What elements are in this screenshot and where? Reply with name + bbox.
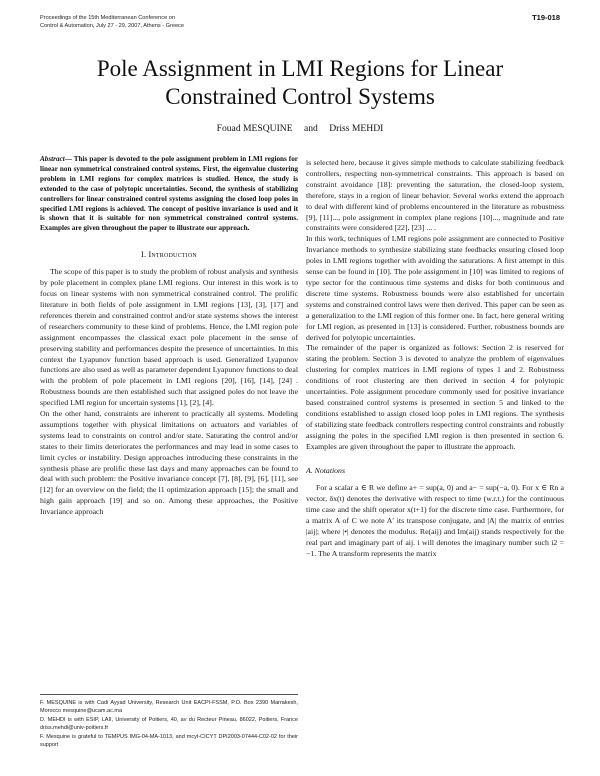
notations-paragraph-1: For a scalar a ∈ R we define a+ = sup(a, 0) and a− = sup(−a, 0). For x ∈ Rn a vector, δx(t) denotes the derivative with respect to time (w.r.t.) for the continuous time case and the shift operator x(t+1) for the discrete time case. Furthermore, for a matrix A of C we note A′ its transpose conjugate, and |A| the matrix of entries |aij|; where |•| denotes the modulus. Re(aij) and Im(aij) stands respectively for the real part and imaginary part of aij. i will denotes the imaginary number such i2 = −1. The A transform represents the matrix [306,483,564,558]
right-column [306,158,564,560]
intro-paragraph-3: is selected here, because it gives simple methods to calculate stabilizing feedback controllers, respecting non-symmetrical constraints. This approach is based on constraint avoidance [18]: preventing the saturation, the closed-loop system, therefore, stays in a region of linear behavior. Several works extend the approach to deal with different kind of problems encountered in the literature as robustness [9], [11]..., pole assignment in complex plane regions [10]..., magnitude and rate constraints were considered [22], [23] ... . [306,158,564,233]
proceedings-line-2: Control & Automation, July 27 - 29, 2007, Athens - Greece [40,23,184,30]
paper-title [40,55,560,111]
intro-paragraph-4: In this work, techniques of LMI regions pole assignment are connected to Positive Invariance methods to synthesize stabilizing state feedbacks ensuring closed loop poles in LMI regions together with avoiding the saturations. A first attempt in this sense can be found in [10]. The pole assignment in [10] was limited to regions of type sector for the continuous time systems and disks for both continuous and discrete time systems. Robustness bounds were also established for uncertain systems and constrained control laws were then derived. This paper can be seen as a generalization to the LMI region of this former one. In fact, here general writing for LMI region, as presented in [13] is considered. Further, robustness bounds are derived for polytopic uncertainties. [306,234,564,342]
left-column [40,155,298,518]
footnote-1: F. MESQUINE is with Cadi Ayyad University, Research Unit EACPI-FSSM, P.O. Box 2390 Marrakesh, Morocco mesquine@ucam.ac.ma [40,700,298,715]
paper-id: T19-018 [532,13,560,22]
title-line-1: Pole Assignment in LMI Regions for Linear [96,56,504,81]
abstract-label: Abstract [40,155,65,163]
footnotes [40,694,298,749]
proceedings-line-1: Proceedings of the 15th Mediterranean Conference on [40,15,175,21]
intro-paragraph-1: The scope of this paper is to study the problem of robust analysis and synthesis by pole placement in complex plane LMI regions. Our interest in this work is to focus on linear systems with non symmetrical constrained control. The prolific literature in both fields of pole assignment in LMI regions [13], [3], [17] and references therein and constrained control and/or state systems shows the interest of researchers community to these kind of problems. Hence, the LMI region pole assignment encompasses the classical exact pole placement in the sense of preserving stability and performances despite the presence of uncertainties. In this context the Lyapunov function based approach is used. Generalized Lyapunov functions are also used as well as parameter dependent Lyapunov functions to deal with the problem of pole placement in LMI regions [20], [16], [14], [24] . Robustness bounds are then established such that assigned poles do not leave the specified LMI region for uncertain systems [1], [2], [4]. [40,267,298,408]
footnote-3: F. Mesquine is grateful to TEMPUS IMG-04-MA-1013, and mcyt-CICYT DPI2003-07444-C02-02 for their support [40,733,298,749]
abstract [40,155,298,234]
author-separator: and [303,123,318,134]
author-2: Driss MEHDI [329,123,384,134]
intro-paragraph-2: On the other hand, constraints are inherent to practically all systems. Modeling assumptions together with physical limitations on actuators and variables of systems lead to constraints on control and/or state. Saturating the control and/or states to their limits deteriorates the performances and may lead in some cases to limit cycles or instability. Design approaches introducing these constraints in the synthesis phase are prolific these last days and many approaches can be found to deal with such problem: the Positive invariance concept [7], [8], [9], [6], [11], see [12] for an overview on the field; the l1 optimization approach [15]; the small and high gain approach [19] and so on. Among these approaches, the Positive Invariance approach [40,409,298,517]
intro-paragraph-5: The remainder of the paper is organized as follows: Section 2 is reserved for stating the problem. Section 3 is devoted to analyze the problem of eigenvalues clustering for complex matrices in LMI regions of types 1 and 2. Robustness conditions of root clustering are then derived in section 4 for polytopic uncertainties. Pole assignment procedure commonly used for positive invariance based constrained control systems is presented in section 5 and linked to the conditions established to assign closed loop poles in LMI regions. The synthesis of stabilizing state feedback controllers respecting control constraints and robustly assigning the poles in the specified LMI region is then presented in section 6. Examples are given throughout the paper to illustrate the approach. [306,343,564,451]
introduction-body [40,267,298,518]
authors [40,123,560,134]
notations-body [306,483,564,559]
proceedings-header [40,14,184,31]
subsection-notations-heading: A. Notations [306,466,345,476]
introduction-body-continued [306,158,564,452]
author-1: Fouad MESQUINE [216,123,293,134]
abstract-text: — This paper is devoted to the pole assignment problem in LMI regions for linear non symmetrical constrained control systems. First, the eigenvalue clustering problem in LMI regions for complex matrices is studied. Hence, the study is extended to the case of polytopic uncertainties. Second, the synthesis of stabilizing controllers for linear constrained control systems assigning the closed loop poles in specified LMI regions is achieved. The concept of positive invariance is used and it is shown that it is suitable for non symmetrical constrained control systems. Examples are given throughout the paper to illustrate our approach. [40,155,298,233]
footnote-2: D. MEHDI is with ESIP, LAII, University of Poitiers, 40, av du Recteur Pineau, 86022, Poitiers, France driss.mehdi@univ-poitiers.fr [40,716,298,732]
section-introduction-heading: I. Introduction [141,250,197,260]
title-line-2: Constrained Control Systems [165,84,435,109]
